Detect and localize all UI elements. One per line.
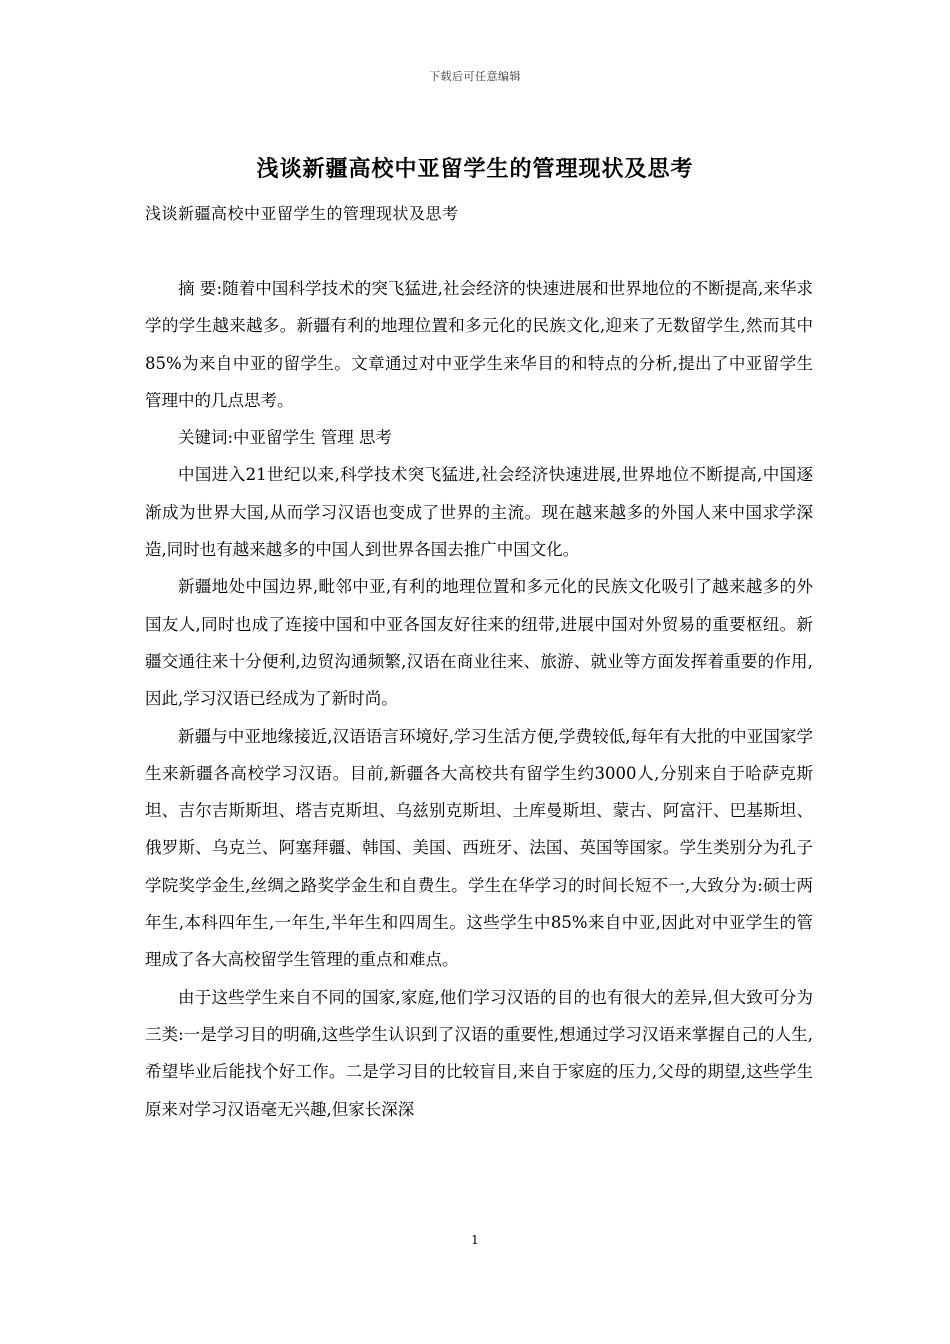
page-number: 1 — [471, 1233, 479, 1247]
abstract-paragraph: 摘 要:随着中国科学技术的突飞猛进,社会经济的快速进展和世界地位的不断提高,来华求学的学生越来越多。新疆有利的地理位置和多元化的民族文化,迎来了无数留学生,然而其中85%为来自中亚的留学生。文章通过对中亚学生来华目的和特点的分析,提出了中亚留学生管理中的几点思考。 — [145, 279, 813, 410]
body-paragraph: 中国进入21世纪以来,科学技术突飞猛进,社会经济快速进展,世界地位不断提高,中国逐渐成为世界大国,从而学习汉语也变成了世界的主流。现在越来越多的外国人来中国求学深造,同时也有越来越多的中国人到世界各国去推广中国文化。 — [145, 465, 813, 560]
document-title: 浅谈新疆高校中亚留学生的管理现状及思考 — [256, 156, 694, 182]
body-paragraph: 新疆与中亚地缘接近,汉语语言环境好,学习生活方便,学费较低,每年有大批的中亚国家学生来新疆各高校学习汉语。目前,新疆各大高校共有留学生约3000人,分别来自于哈萨克斯坦、吉尔吉斯斯坦、塔吉克斯坦、乌兹别克斯坦、土库曼斯坦、蒙古、阿富汗、巴基斯坦、俄罗斯、乌克兰、阿塞拜疆、韩国、美国、西班牙、法国、英国等国家。学生类别分为孔子学院奖学金生,丝绸之路奖学金生和自费生。学生在华学习的时间长短不一,大致分为:硕士两年生,本科四年生,一年生,半年生和四周生。这些学生中85%来自中亚,因此对中亚学生的管理成了各大高校留学生管理的重点和难点。 — [145, 726, 813, 970]
body-paragraph: 由于这些学生来自不同的国家,家庭,他们学习汉语的目的也有很大的差异,但大致可分为三类:一是学习目的明确,这些学生认识到了汉语的重要性,想通过学习汉语来掌握自己的人生,希望毕业后能找个好工作。二是学习目的比较盲目,来自于家庭的压力,父母的期望,这些学生原来对学习汉语毫无兴趣,但家长深深 — [145, 987, 813, 1119]
body-paragraph: 新疆地处中国边界,毗邻中亚,有利的地理位置和多元化的民族文化吸引了越来越多的外国友人,同时也成了连接中国和中亚各国友好往来的纽带,进展中国对外贸易的重要枢纽。新疆交通往来十分便利,边贸沟通频繁,汉语在商业往来、旅游、就业等方面发挥着重要的作用,因此,学习汉语已经成为了新时尚。 — [145, 577, 813, 709]
header-note: 下载后可任意编辑 — [429, 70, 521, 83]
document-body — [145, 270, 813, 1128]
keywords-paragraph: 关键词:中亚留学生 管理 思考 — [178, 428, 393, 448]
document-subtitle: 浅谈新疆高校中亚留学生的管理现状及思考 — [145, 204, 459, 223]
